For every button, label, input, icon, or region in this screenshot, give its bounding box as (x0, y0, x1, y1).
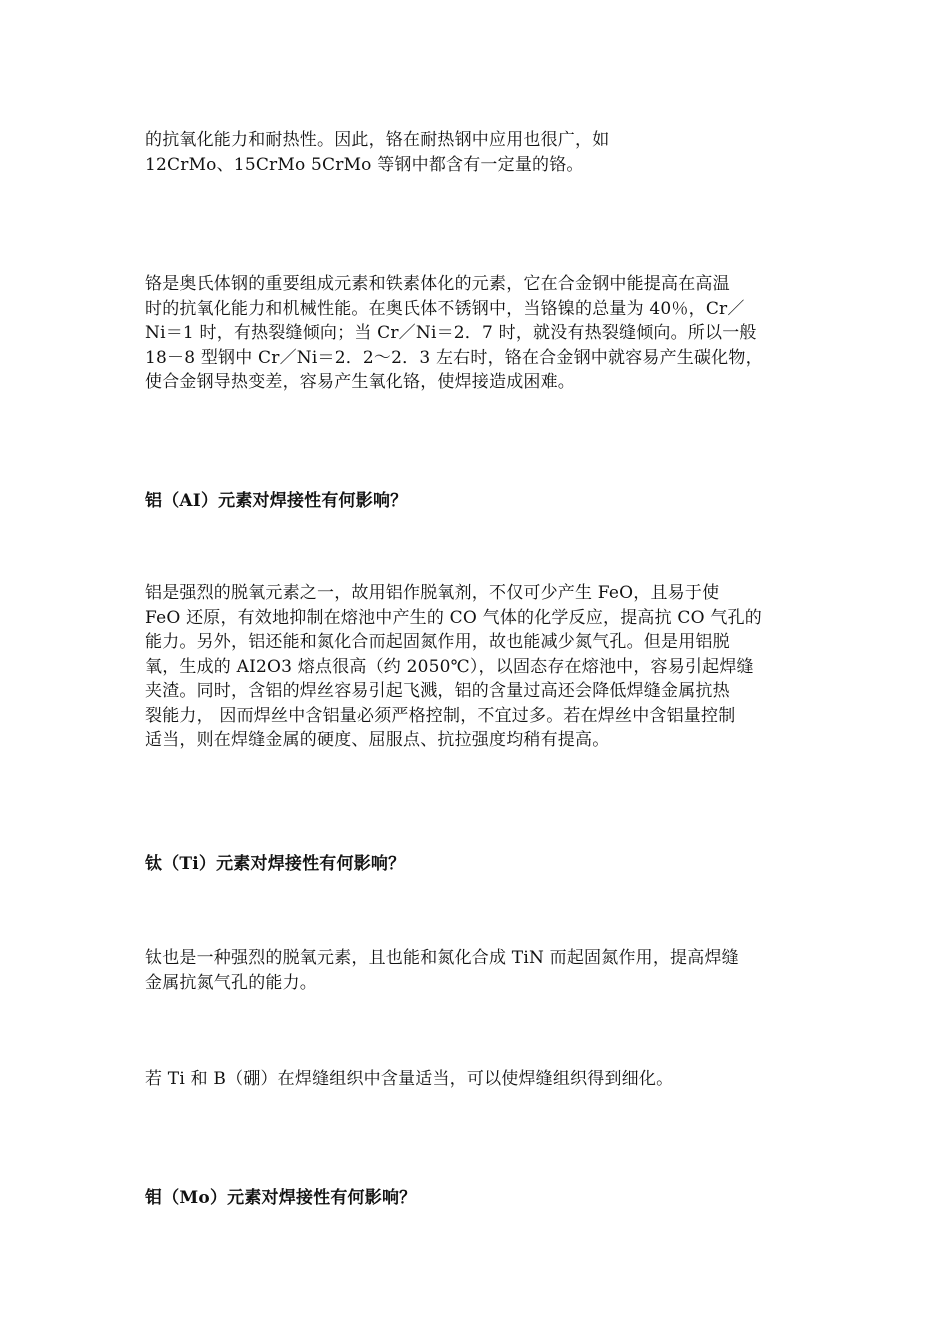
text-line: 能力。另外，铝还能和氮化合而起固氮作用，故也能减少氮气孔。但是用铝脱 (145, 632, 730, 652)
text-line: 使合金钢导热变差，容易产生氧化铬，使焊接造成困难。 (145, 372, 575, 392)
heading-molybdenum (145, 1186, 810, 1211)
text-line: 18－8 型钢中 Cr／Ni＝2．2～2．3 左右时，铬在合金钢中就容易产生碳化物， (145, 347, 763, 368)
heading-text: 钼（Mo）元素对焊接性有何影响？ (145, 1188, 417, 1208)
text-line: 的抗氧化能力和耐热性。因此，铬在耐热钢中应用也很广，如 (145, 130, 610, 150)
text-line: 铝是强烈的脱氧元素之一，故用铝作脱氧剂，不仅可少产生 FeO，且易于使 (145, 583, 720, 603)
text-line: 若 Ti 和 B（硼）在焊缝组织中含量适当，可以使焊缝组织得到细化。 (145, 1069, 674, 1089)
heading-aluminum (145, 489, 810, 514)
paragraph-chromium (145, 272, 810, 395)
text-line: 夹渣。同时，含铝的焊丝容易引起飞溅，铝的含量过高还会降低焊缝金属抗热 (145, 681, 730, 701)
heading-text: 钛（Ti）元素对焊接性有何影响？ (145, 854, 406, 874)
text-line: 12CrMo、15CrMo 5CrMo 等钢中都含有一定量的铬。 (145, 154, 584, 175)
text-line: Ni＝1 时，有热裂缝倾向；当 Cr／Ni＝2．7 时，就没有热裂缝倾向。所以一般 (145, 323, 757, 343)
paragraph-heat-resistance (145, 128, 810, 177)
heading-titanium (145, 852, 810, 877)
text-line: 金属抗氮气孔的能力。 (145, 972, 317, 993)
paragraph-aluminum (145, 581, 810, 753)
text-line: 铬是奥氏体钢的重要组成元素和铁素体化的元素，它在合金钢中能提高在高温 (145, 274, 730, 294)
paragraph-titanium-boron (145, 1067, 810, 1092)
text-line: 适当，则在焊缝金属的硬度、屈服点、抗拉强度均稍有提高。 (145, 730, 610, 750)
text-line: FeO 还原，有效地抑制在熔池中产生的 CO 气体的化学反应，提高抗 CO 气孔的 (145, 607, 762, 628)
heading-text: 铝（AI）元素对焊接性有何影响？ (145, 491, 408, 511)
text-line: 时的抗氧化能力和机械性能。在奥氏体不锈钢中，当铬镍的总量为 40％，Cr／ (145, 298, 745, 319)
text-line: 裂能力， 因而焊丝中含铝量必须严格控制，不宜过多。若在焊丝中含铝量控制 (145, 705, 736, 726)
paragraph-titanium (145, 946, 810, 995)
text-line: 钛也是一种强烈的脱氧元素，且也能和氮化合成 TiN 而起固氮作用，提高焊缝 (145, 948, 739, 968)
text-line: 氧，生成的 AI2O3 熔点很高（约 2050℃），以固态存在熔池中，容易引起焊缝 (145, 656, 754, 677)
